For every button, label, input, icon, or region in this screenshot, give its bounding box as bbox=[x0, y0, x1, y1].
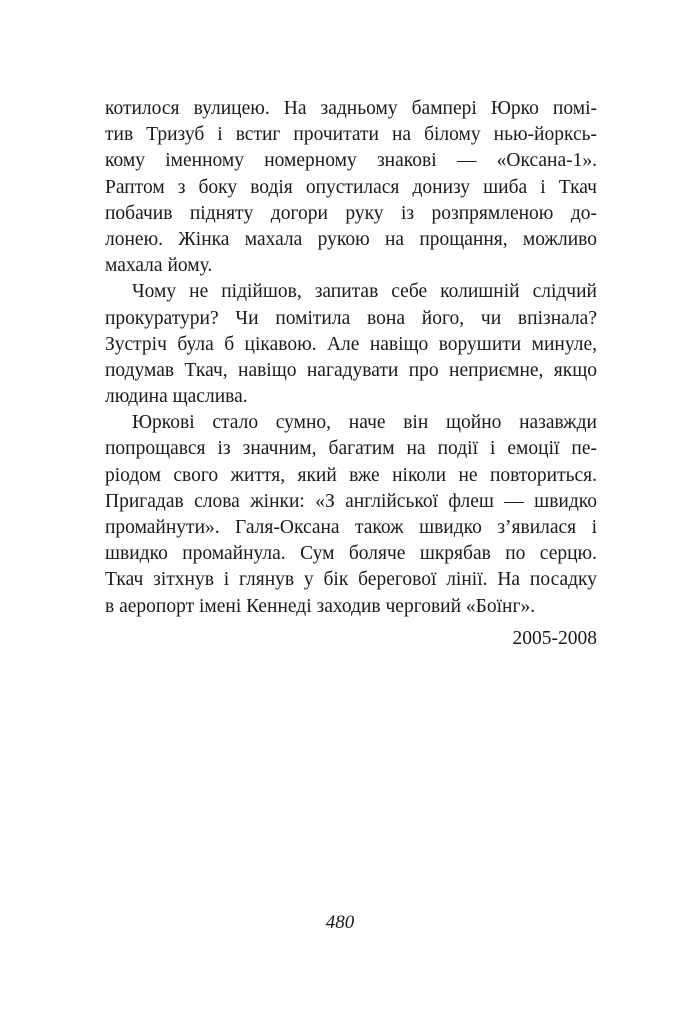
paragraph-2 bbox=[105, 279, 597, 410]
text-line: прокуратури? Чи помітила вона його, чи впізнала? bbox=[105, 307, 597, 329]
text-line: тив Тризуб і встиг прочитати на білому нью-йорксь- bbox=[105, 124, 597, 146]
text-line: ріодом свого життя, який вже ніколи не повториться. bbox=[105, 464, 597, 486]
paragraph-3 bbox=[105, 410, 597, 620]
text-line: людина щаслива. bbox=[105, 386, 248, 408]
text-line: Пригадав слова жінки: «З англійської флеш — швидко bbox=[105, 490, 597, 512]
text-line: промайнути». Галя-Оксана також швидко з’явилася і bbox=[105, 517, 597, 538]
text-line: в аеропорт імені Кеннеді заходив черговий «Боїнг». bbox=[105, 595, 536, 617]
text-line: Раптом з боку водія опустилася донизу шиба і Ткач bbox=[105, 176, 597, 198]
text-line: подумав Ткач, навіщо нагадувати про неприємне, якщо bbox=[105, 359, 597, 381]
date-range: 2005-2008 bbox=[512, 627, 597, 649]
paragraph-1 bbox=[105, 96, 597, 279]
text-line: Ткач зітхнув і глянув у бік берегової лінії. На посадку bbox=[105, 569, 597, 591]
page-number: 480 bbox=[325, 912, 355, 933]
text-line: лонею. Жінка махала рукою на прощання, можливо bbox=[105, 228, 597, 250]
text-line: швидко промайнула. Сум боляче шкрябав по серцю. bbox=[105, 543, 597, 565]
text-line: Чому не підійшов, запитав себе колишній слідчий bbox=[132, 281, 597, 303]
text-line: котилося вулицею. На задньому бампері Юрко помі- bbox=[105, 98, 597, 119]
text-line: махала йому. bbox=[105, 255, 213, 277]
text-line: Юркові стало сумно, наче він щойно назавжди bbox=[132, 412, 597, 434]
text-line: кому іменному номерному знакові — «Оксана-1». bbox=[105, 150, 597, 172]
text-line: попрощався із значним, багатим на події і емоції пе- bbox=[105, 438, 597, 460]
body-text bbox=[105, 96, 597, 652]
text-line: Зустріч була б цікавою. Але навіщо ворушити минуле, bbox=[105, 333, 597, 355]
text-line: побачив піднятy догори руку із розпрямленою до- bbox=[105, 202, 597, 224]
